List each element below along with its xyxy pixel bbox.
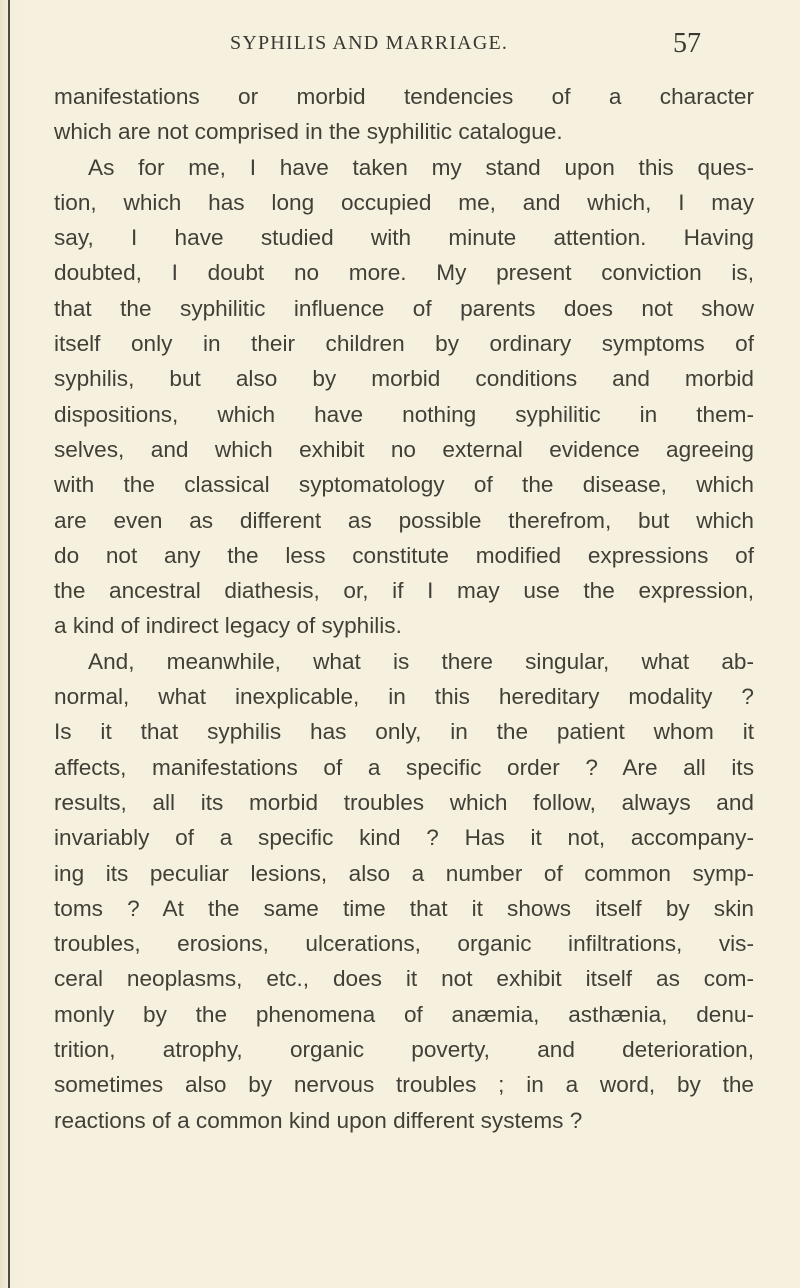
text-line: ceral neoplasms, etc., does it not exhibit itself as com- (54, 966, 754, 992)
text-line: trition, atrophy, organic poverty, and deterioration, (54, 1037, 754, 1063)
text-line: And, meanwhile, what is there singular, what ab- (88, 648, 754, 674)
text-line: dispositions, which have nothing syphilitic in them- (54, 401, 754, 427)
text-line: itself only in their children by ordinary symptoms of (54, 331, 754, 357)
text-line: selves, and which exhibit no external evidence agreeing (54, 436, 754, 462)
text-line: troubles, erosions, ulcerations, organic infiltrations, vis- (54, 931, 754, 957)
text-line: invariably of a specific kind ? Has it not, accompany- (54, 825, 754, 851)
page-number: 57 (673, 28, 701, 59)
text-line: syphilis, but also by morbid conditions and morbid (54, 366, 754, 392)
text-line: results, all its morbid troubles which follow, always and (54, 789, 754, 815)
text-line: affects, manifestations of a specific order ? Are all its (54, 754, 754, 780)
text-line: are even as different as possible therefrom, but which (54, 507, 754, 533)
text-line: As for me, I have taken my stand upon this ques- (88, 154, 754, 180)
text-line: ing its peculiar lesions, also a number of common symp- (54, 860, 754, 886)
text-line: monly by the phenomena of anæmia, asthænia, denu- (54, 1001, 754, 1027)
text-line: reactions of a common kind upon different systems ? (54, 1107, 583, 1133)
text-line: toms ? At the same time that it shows itself by skin (54, 895, 754, 921)
body-text (54, 79, 754, 1138)
text-line: that the syphilitic influence of parents does not show (54, 295, 754, 321)
text-line: a kind of indirect legacy of syphilis. (54, 613, 402, 639)
text-line: tion, which has long occupied me, and which, I may (54, 189, 754, 215)
text-line: doubted, I doubt no more. My present conviction is, (54, 260, 754, 286)
text-line: sometimes also by nervous troubles ; in a word, by the (54, 1072, 754, 1098)
text-line: which are not comprised in the syphilitic catalogue. (54, 119, 563, 145)
running-head: SYPHILIS AND MARRIAGE. (230, 32, 509, 54)
page-gutter-edge (8, 0, 10, 1288)
text-line: the ancestral diathesis, or, if I may use the expression, (54, 578, 754, 604)
text-line: say, I have studied with minute attention. Having (54, 225, 754, 251)
text-line: normal, what inexplicable, in this hereditary modality ? (54, 684, 754, 710)
text-line: with the classical syptomatology of the disease, which (54, 472, 754, 498)
text-line: Is it that syphilis has only, in the patient whom it (54, 719, 754, 745)
text-line: manifestations or morbid tendencies of a character (54, 84, 754, 109)
text-line: do not any the less constitute modified expressions of (54, 542, 754, 568)
page-header (0, 22, 800, 62)
